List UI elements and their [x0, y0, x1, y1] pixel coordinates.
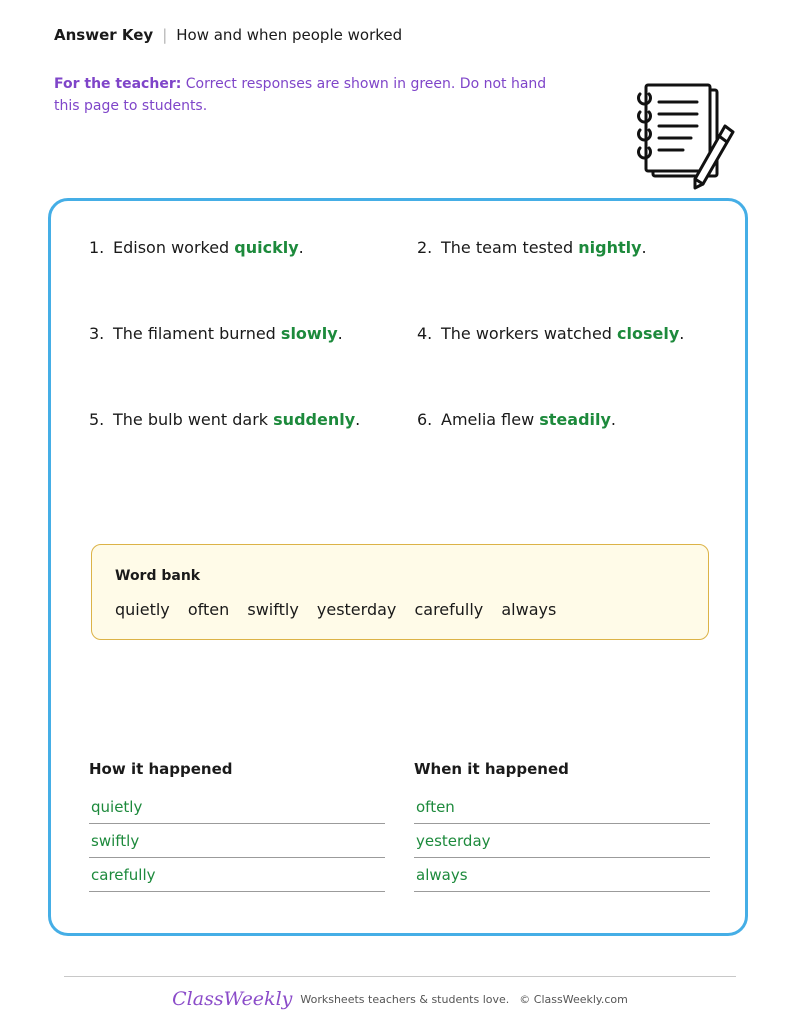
header-separator: | [162, 26, 168, 44]
question-text: The filament burned [113, 324, 281, 343]
when-answer: often [414, 790, 710, 824]
answer-card [48, 198, 748, 936]
how-answer: swiftly [89, 824, 385, 858]
footer-copyright: © ClassWeekly.com [519, 993, 628, 1006]
answer-text: steadily [539, 410, 611, 429]
page-header [54, 26, 402, 44]
question-end: . [298, 238, 304, 257]
when-answer: always [414, 858, 710, 892]
word-bank-title: Word bank [115, 568, 201, 584]
question-number: 6. [417, 410, 433, 429]
question-end: . [355, 410, 361, 429]
when-answer: yesterday [414, 824, 710, 858]
question-number: 1. [89, 238, 105, 257]
answer-key-label: Answer Key [54, 26, 154, 44]
question-end: . [641, 238, 647, 257]
answer-text: nightly [578, 238, 642, 257]
how-answer: carefully [89, 858, 385, 892]
question-number: 4. [417, 324, 433, 343]
when-column-title: When it happened [414, 760, 569, 778]
notebook-pencil-icon [633, 82, 741, 194]
teacher-note-label: For the teacher: [54, 76, 182, 92]
teacher-note-text: Correct responses are shown in green. Do not hand this page to students. [54, 76, 547, 114]
word-bank-word: carefully [414, 600, 484, 619]
question-text: The workers watched [441, 324, 618, 343]
answer-text: slowly [280, 324, 338, 343]
question-3 [89, 324, 343, 343]
question-4 [417, 324, 684, 343]
question-text: The team tested [441, 238, 579, 257]
question-end: . [610, 410, 617, 429]
how-column-title: How it happened [89, 760, 233, 778]
answer-text: quickly [234, 238, 299, 257]
question-number: 3. [89, 324, 105, 343]
question-number: 2. [417, 238, 433, 257]
answer-text: suddenly [273, 410, 356, 429]
question-5 [89, 410, 360, 429]
brand-logo: ClassWeekly [172, 988, 293, 1010]
how-answer: quietly [89, 790, 385, 824]
question-end: . [337, 324, 343, 343]
word-bank-words [115, 600, 569, 619]
footer-tagline: Worksheets teachers & students love. [300, 993, 510, 1006]
word-bank-word: swiftly [247, 600, 299, 619]
word-bank-word: yesterday [316, 600, 397, 619]
teacher-note [54, 73, 574, 117]
question-1 [89, 238, 304, 257]
question-text: Edison worked [113, 238, 235, 257]
word-bank-word: always [501, 600, 557, 619]
how-column [89, 760, 385, 892]
question-text: Amelia flew [441, 410, 540, 429]
question-6 [417, 410, 616, 429]
when-column [414, 760, 710, 892]
page-footer [0, 988, 800, 1010]
word-bank-word: quietly [115, 600, 170, 619]
question-text: The bulb went dark [113, 410, 274, 429]
word-bank-word: often [187, 600, 230, 619]
question-2 [417, 238, 647, 257]
question-number: 5. [89, 410, 105, 429]
word-bank [91, 544, 709, 640]
answer-text: closely [617, 324, 680, 343]
page-subtitle: How and when people worked [176, 26, 403, 44]
question-end: . [679, 324, 685, 343]
footer-divider [64, 976, 736, 977]
